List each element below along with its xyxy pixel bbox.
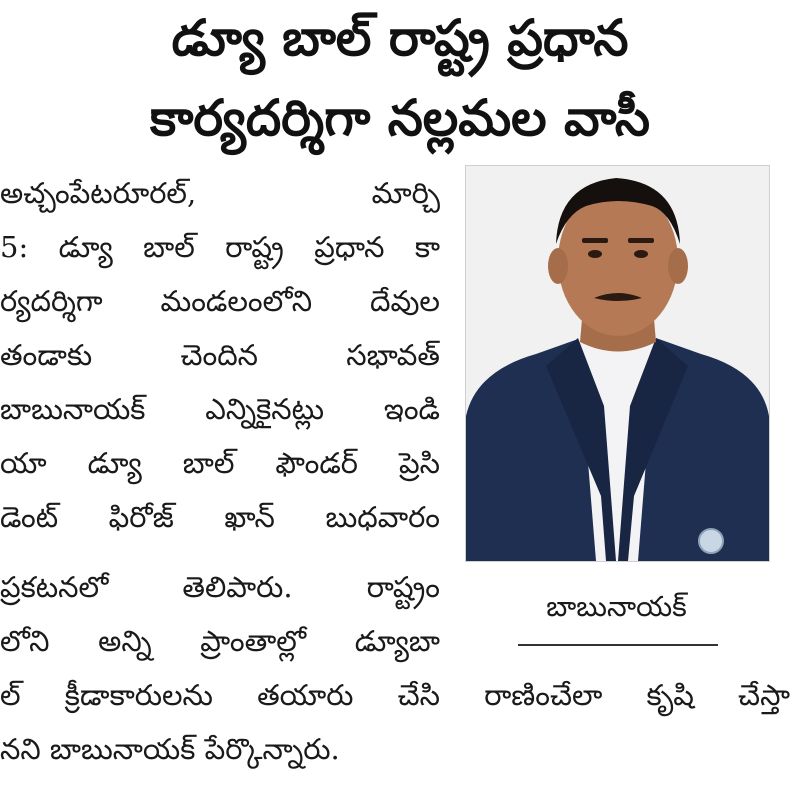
article-line: యా డ్యూ బాల్ ఫౌండర్ ప్రెసి	[0, 446, 440, 480]
article-line: ల్ క్రీడాకారులను తయారు చేసి రాణించేలా కృషి చేస్తా	[0, 678, 790, 712]
article-line: లోని అన్ని ప్రాంతాల్లో డ్యూబా	[0, 624, 440, 658]
article-line: అచ్చంపేటరూరల్, మార్చి	[0, 176, 440, 210]
portrait-photo	[465, 165, 770, 562]
article-line: ప్రకటనలో తెలిపారు. రాష్ట్రం	[0, 570, 440, 604]
photo-caption: బాబునాయక్	[546, 590, 687, 623]
article-line: 5: డ్యూ బాల్ రాష్ట్ర ప్రధాన కా	[0, 230, 440, 264]
headline-line-2: కార్యదర్శిగా నల్లమల వాసీ	[150, 89, 650, 147]
article-line: తండాకు చెందిన సభావత్	[0, 338, 440, 372]
caption-divider	[518, 644, 718, 646]
article-line: బాబునాయక్ ఎన్నికైనట్లు ఇండి	[0, 392, 440, 426]
portrait-illustration	[466, 166, 769, 561]
article-line: డెంట్ ఫిరోజ్ ఖాన్ బుధవారం	[0, 500, 440, 534]
headline-line-1: డ్యూ బాల్ రాష్ట్ర ప్రధాన	[171, 9, 629, 67]
article-line: నని బాబునాయక్ పేర్కొన్నారు.	[0, 732, 340, 766]
article-line: ర్యదర్శిగా మండలంలోని దేవుల	[0, 284, 440, 318]
